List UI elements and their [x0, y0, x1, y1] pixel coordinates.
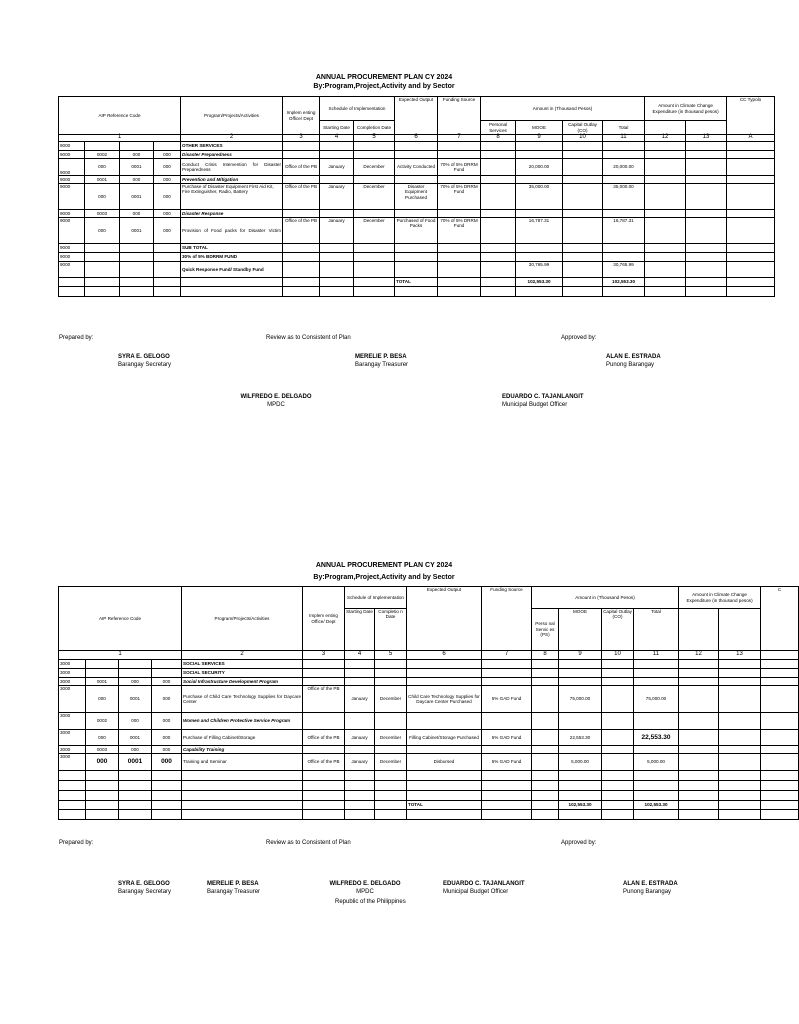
col-num: 11	[634, 651, 679, 660]
col-num: 11	[603, 135, 645, 142]
signatory-secretary: SYRA E. GELOGO Barangay Secretary	[118, 354, 172, 368]
table-row: 9000 Quick Response Fund/ Standby Fund 30,765.99 30,765.99	[59, 262, 775, 278]
col-num: 7	[482, 651, 532, 660]
header-mooe: MOOE	[516, 121, 563, 135]
header-output: Expected Output	[395, 97, 438, 135]
col-num: 2	[182, 651, 303, 660]
col-num: 9	[516, 135, 563, 142]
table-row: 9000 OTHER SERVICES	[59, 142, 775, 151]
total-row: TOTAL 102,553.30 102,553.30	[59, 801, 799, 810]
col-num: 1	[59, 651, 182, 660]
header-output: Expected Output	[407, 587, 482, 651]
header-impl: Implem enting Office/ Dept	[283, 97, 320, 135]
table-row: 9000 0003 000 000 Disaster Response	[59, 210, 775, 218]
header-total: Total	[634, 609, 679, 651]
review-label: Review as to Consistent of Plan	[266, 840, 351, 846]
header-aip: AIP Reference Code	[59, 587, 182, 651]
table-row: 9000 0002 000 000 Disaster Preparedness	[59, 151, 775, 159]
header-ppa: Program/Projects/Activities	[182, 587, 303, 651]
page2-subtitle: By:Program,Project,Activity and by Sector	[313, 574, 455, 581]
col-num: 8	[532, 651, 559, 660]
header-fund: Funding Source	[482, 587, 532, 651]
total-row: TOTAL 102,553.30 102,553.30	[59, 278, 775, 287]
table-row: 3000 0001 000 000 Social Infrastructure Development Program	[59, 678, 799, 686]
signatory-budget-officer: EDUARDO C. TAJANLANGIT Municipal Budget Officer	[443, 881, 525, 895]
table-row: 9000 000 0001 000 Purchase of Disaster Equipment First Aid Kit, Fire Extinguisher, Radio, Battery Office of the PB January December Disaster Equipment Purchased 70% of 5% DRRM Fund 35,000.00 35,000.00	[59, 184, 775, 210]
header-mooe: MOOE	[559, 609, 602, 651]
header-climate: Amount in Climate Change Expenditure (in thousand pesos)	[679, 587, 761, 609]
header-completion: Completio n Date	[375, 609, 407, 651]
col-num: 12	[679, 651, 719, 660]
header-aip: AIP Reference Code	[59, 97, 181, 135]
page1-subtitle: By:Program,Project,Activity and by Sector	[313, 83, 455, 90]
signatory-treasurer: MERELIE P. BESA Barangay Treasurer	[207, 881, 261, 895]
signatory-punong-barangay: ALAN E. ESTRADA Punong Barangay	[623, 881, 678, 895]
table-row: 3000 SOCIAL SECURITY	[59, 669, 799, 678]
header-sched: Schedule of Implementation	[345, 587, 407, 609]
page1-title: ANNUAL PROCUREMENT PLAN CY 2024	[315, 74, 453, 81]
header-impl: Implem enting Office/ Dept	[303, 587, 345, 651]
header-cc: C	[761, 587, 799, 651]
header-completion: Completion Date	[354, 121, 395, 135]
col-num: 6	[407, 651, 482, 660]
header-sched: Schedule of Implementation	[320, 97, 395, 121]
table-row: 3000 SOCIAL SERVICES	[59, 660, 799, 669]
table-row: 3000 000 0001 000 Purchase of Filling Cabinet/Storage Office of the PB January December Filling Cabinet/Storage Purchased 5% GAD Fund 22,553.30 22,553.30	[59, 730, 799, 746]
prepared-by-label: Prepared by:	[59, 335, 94, 341]
header-ppa: Program/Projects/Activities	[181, 97, 283, 135]
col-num: 8	[481, 135, 516, 142]
col-num: 13	[719, 651, 761, 660]
col-num: 2	[181, 135, 283, 142]
table-row: 9000 SUB TOTAL	[59, 244, 775, 253]
header-climate: Amount in Climate Change Expenditure (in thousand pesos)	[645, 97, 727, 121]
table-row: 3000 000 0001 000 Purchase of Child Care Technology Supplies for Daycare Center Office of the PB January December Child Care Technology Supplies for Daycare Center Purchased 5% GAD Fund 75,000.00 75,000.00	[59, 686, 799, 713]
header-co: Capital Outlay (CO)	[602, 609, 634, 651]
header-ps: Personal Services	[481, 121, 516, 135]
signatory-mpdc: WILFREDO E. DELGADO MPDC	[240, 394, 312, 408]
header-amount: Amount in (Thousand Pesos)	[481, 97, 645, 121]
procurement-table-1	[58, 96, 775, 297]
header-cc: CC Typolo	[727, 97, 775, 135]
col-num: 6	[395, 135, 438, 142]
approved-by-label: Approved by:	[561, 335, 597, 341]
table-row: 9000 0001 000 000 Prevention and Mitigation	[59, 176, 775, 184]
col-num: 12	[645, 135, 686, 142]
signatory-mpdc: WILFREDO E. DELGADO MPDC	[329, 881, 401, 895]
col-num: 9	[559, 651, 602, 660]
header-co: Capital Outlay (CO)	[563, 121, 603, 135]
signatory-treasurer: MERELIE P. BESA Barangay Treasurer	[355, 354, 409, 368]
procurement-table-2	[58, 586, 799, 820]
col-num: A	[727, 135, 775, 142]
header-total: Total	[603, 121, 645, 135]
table-row: 3000 0003 000 000 Capability Training	[59, 746, 799, 754]
table-row: 9000 30% of 5% BDRRM FUND	[59, 253, 775, 262]
prepared-by-label: Prepared by:	[59, 840, 94, 846]
col-num: 10	[602, 651, 634, 660]
header-start: Starting Date	[320, 121, 354, 135]
header-ps: Perso nal Servic es (PS)	[532, 609, 559, 651]
header-start: Starting Date	[345, 609, 375, 651]
col-num: 5	[354, 135, 395, 142]
page2-title: ANNUAL PROCUREMENT PLAN CY 2024	[315, 562, 453, 569]
signatory-secretary: SYRA E. GELOGO Barangay Secretary	[118, 881, 172, 895]
col-num: 13	[686, 135, 727, 142]
col-num: 4	[345, 651, 375, 660]
header-fund: Funding Source	[438, 97, 481, 135]
signatory-budget-officer: EDUARDO C. TAJANLANGIT Municipal Budget Officer	[502, 394, 584, 408]
signatory-punong-barangay: ALAN E. ESTRADA Punong Barangay	[606, 354, 661, 368]
col-num: 5	[375, 651, 407, 660]
col-num: 7	[438, 135, 481, 142]
col-num: 10	[563, 135, 603, 142]
table-row: 3000 0002 000 000 Women and Children Protective Service Program	[59, 713, 799, 730]
col-num: 4	[320, 135, 354, 142]
header-amount: Amount in (Thousand Pesos)	[532, 587, 679, 609]
table-row: 9000 000 0001 000 Provision of Food packs for Disaster Victim Office of the PB January December Purchased of Food Packs 70% of 5% DRRM Fund 16,787.31 16,787.31	[59, 218, 775, 244]
col-num: 3	[303, 651, 345, 660]
table-row: 9000 000 0001 000 Conduct Crisis Intervention for Disaster Preparedness Office of the PB January December Activity Conducted 70% of 5% DRRM Fund 20,000.00 20,000.00	[59, 159, 775, 176]
approved-by-label: Approved by:	[561, 840, 597, 846]
review-label: Review as to Consistent of Plan	[266, 335, 351, 341]
table-row: 3000 000 0001 000 Training and Seminar Office of the PB January December Disbursed 5% GAD Fund 5,000.00 5,000.00	[59, 754, 799, 771]
col-num: 3	[283, 135, 320, 142]
republic-label: Republic of the Philippines	[335, 899, 406, 905]
col-num: 1	[59, 135, 181, 142]
